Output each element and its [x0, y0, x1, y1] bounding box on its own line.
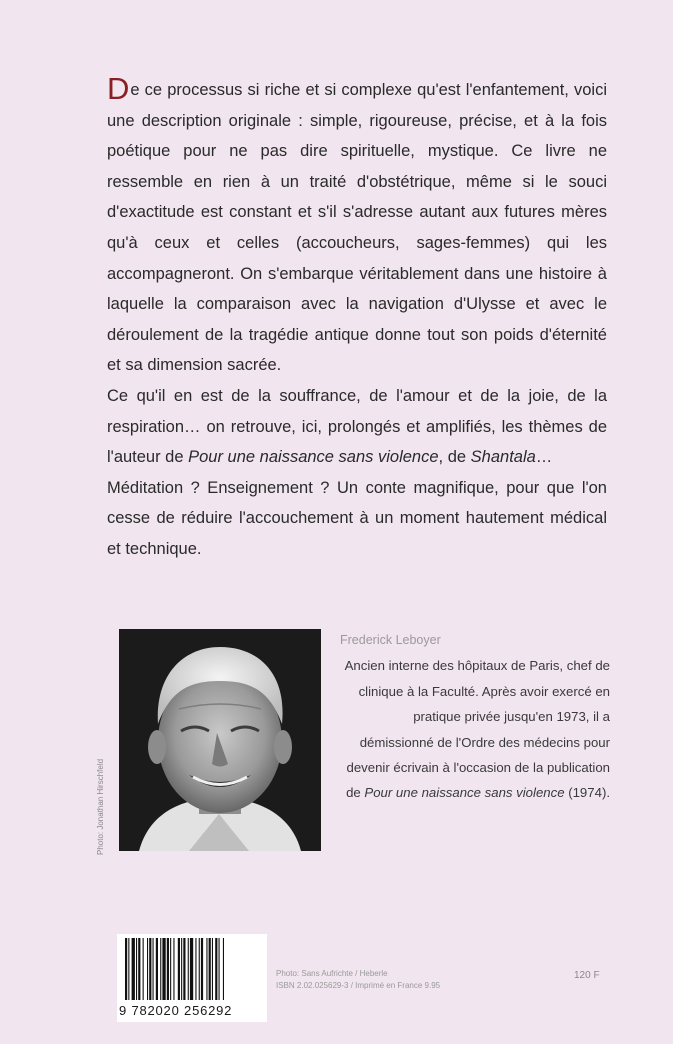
barcode-bar [212, 938, 213, 1000]
author-bio-text [340, 653, 610, 805]
barcode-bar [183, 938, 185, 1000]
barcode-bar [170, 938, 171, 1000]
barcode-bar [173, 938, 174, 1000]
barcode-bar [125, 938, 127, 1000]
isbn-barcode [117, 934, 267, 1022]
author-photo [119, 629, 321, 851]
barcode-bar [190, 938, 193, 1000]
barcode-bar [181, 938, 182, 1000]
barcode-bar [136, 938, 137, 1000]
barcode-bar [128, 938, 129, 1000]
book-title-shantala: Shantala [470, 448, 536, 467]
barcode-bar [223, 938, 224, 1000]
barcode-bars [123, 938, 261, 1000]
barcode-bar [162, 938, 165, 1000]
bio-text-a: Ancien interne des hôpitaux de Paris, chef de clinique à la Faculté. Après avoir exercé en pratique privée jusqu'en 1973, il a démissionné de l'Ordre des médecins pour devenir écrivain à l'occasion de la publication de [344, 658, 610, 801]
barcode-bar [167, 938, 169, 1000]
themes-text-a: Ce qu'il en est de la souffrance, de l'amour et de la joie, de la respiration… on retrouve, ici, prolongés et amplifiés, les thèmes de l'auteur de [107, 386, 607, 467]
author-name: Frederick Leboyer [340, 633, 441, 647]
bio-text-b: (1974). [564, 785, 610, 801]
barcode-bar [138, 938, 140, 1000]
back-cover-text [107, 71, 607, 565]
photo-credit: Photo: Jonathan Hirschfeld [96, 758, 105, 855]
barcode-bar [219, 938, 220, 1000]
barcode-bar [215, 938, 217, 1000]
barcode-bar [153, 938, 154, 1000]
barcode-bar [160, 938, 161, 1000]
barcode-bar [201, 938, 203, 1000]
paragraph-themes [107, 381, 607, 473]
publication-info [276, 968, 440, 992]
barcode-bar [199, 938, 200, 1000]
bio-book-title: Pour une naissance sans violence [364, 785, 565, 801]
price: 120 F [574, 970, 600, 981]
barcode-bar [156, 938, 158, 1000]
pubinfo-line1: Photo: Sans Aufrichte / Heberle [276, 969, 388, 978]
paragraph-intro [107, 71, 607, 381]
barcode-bar [195, 938, 196, 1000]
barcode-bar [188, 938, 189, 1000]
author-bio [340, 628, 610, 806]
author-portrait-image [119, 629, 321, 851]
pubinfo-line2: ISBN 2.02.025629-3 / Imprimé en France 9.95 [276, 981, 441, 990]
themes-text-b: , de [438, 448, 471, 467]
barcode-bar [209, 938, 211, 1000]
intro-text: e ce processus si riche et si complexe qu'est l'enfantement, voici une description originale : simple, rigoureuse, précise, et à la fois poétique pour ne pas dire spirituelle, mystique. Ce livre ne ressemble en rien à un traité d'obstétrique, même si le souci d'exactitude est constant et s'il s'adresse autant aux futures mères qu'à ceux et celles (accoucheurs, sages-femmes) qui les accompagneront. On s'embarque véritablement dans une histoire à laquelle la comparaison avec la navigation d'Ulysse et avec le déroulement de la tragédie antique donne tout son poids d'éternité et sa dimension sacrée. [107, 81, 607, 375]
book-title-naissance: Pour une naissance sans violence [188, 448, 439, 467]
barcode-bar [178, 938, 180, 1000]
barcode-bar [132, 938, 135, 1000]
barcode-bar [147, 938, 148, 1000]
barcode-bar [206, 938, 207, 1000]
drop-cap: D [107, 71, 130, 106]
barcode-bar [143, 938, 144, 1000]
paragraph-conclusion: Méditation ? Enseignement ? Un conte magnifique, pour que l'on cesse de réduire l'accouchement à un moment hautement médical et technique. [107, 478, 607, 558]
themes-text-c: … [535, 448, 553, 467]
barcode-bar [149, 938, 151, 1000]
barcode-number: 9 782020 256292 [119, 1003, 233, 1018]
